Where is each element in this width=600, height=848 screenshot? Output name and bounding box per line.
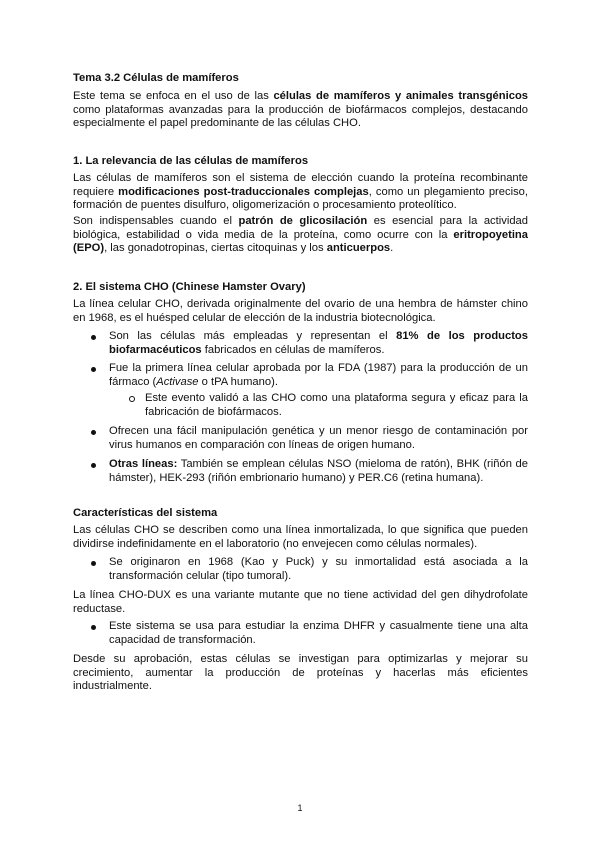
section-3-paragraph-3: Desde su aprobación, estas células se investigan para optimizarlas y mejorar su crecimiento, aumentar la producción de proteínas y hacerlas más eficientes industrialmente. bbox=[73, 653, 528, 693]
section-1-paragraph-2: Son indispensables cuando el patrón de glicosilación es esencial para la actividad biológica, estabilidad o vida media de la proteína, como ocurre con la eritropoyetina (EPO), las gonadotropinas, ciertas citoquinas y los anticuerpos. bbox=[73, 215, 528, 255]
section-3-paragraph-1: Las células CHO se describen como una línea inmortalizada, lo que significa que pueden dividirse indefinidamente en el laboratorio (no envejecen como células normales). bbox=[73, 524, 528, 550]
section-2-bullet-3: Ofrecen una fácil manipulación genética y un menor riesgo de contaminación por virus humanos en comparación con líneas de origen humano. bbox=[109, 425, 528, 451]
section-2-paragraph: La línea celular CHO, derivada originalmente del ovario de una hembra de hámster chino en 1968, es el huésped celular de elección de la industria biotecnológica. bbox=[73, 298, 528, 324]
section-1-heading: 1. La relevancia de las células de mamíferos bbox=[73, 155, 309, 167]
section-3-heading: Características del sistema bbox=[73, 507, 218, 519]
section-2-bullet-1: Son las células más empleadas y representan el 81% de los productos biofarmacéuticos fabricados en células de mamíferos. bbox=[109, 330, 528, 356]
page-title: Tema 3.2 Células de mamíferos bbox=[73, 72, 239, 84]
bullet-marker bbox=[91, 367, 96, 372]
section-3-paragraph-2: La línea CHO-DUX es una variante mutante que no tiene actividad del gen dihydrofolate reductase. bbox=[73, 589, 528, 615]
section-2-sub-bullet-1: Este evento validó a las CHO como una plataforma segura y eficaz para la fabricación de biofármacos. bbox=[145, 392, 528, 418]
section-3-bullet-1: Se originaron en 1968 (Kao y Puck) y su inmortalidad está asociada a la transformación celular (tipo tumoral). bbox=[109, 556, 528, 582]
section-3-bullet-2: Este sistema se usa para estudiar la enzima DHFR y casualmente tiene una alta capacidad de transformación. bbox=[109, 620, 528, 646]
bullet-marker bbox=[91, 561, 96, 566]
section-2-bullet-2: Fue la primera línea celular aprobada por la FDA (1987) para la producción de un fármaco (Activase o tPA humano). bbox=[109, 362, 528, 388]
bullet-marker bbox=[91, 335, 96, 340]
sub-bullet-marker bbox=[129, 396, 135, 402]
intro-paragraph: Este tema se enfoca en el uso de las células de mamíferos y animales transgénicos como plataformas avanzadas para la producción de biofármacos complejos, destacando especialmente el papel predominante de las células CHO. bbox=[73, 90, 528, 130]
section-2-heading: 2. El sistema CHO (Chinese Hamster Ovary) bbox=[73, 281, 306, 293]
bullet-marker bbox=[91, 430, 96, 435]
section-1-paragraph-1: Las células de mamíferos son el sistema de elección cuando la proteína recombinante requiere modificaciones post-traduccionales complejas, como un plegamiento preciso, formación de puentes disulfuro, oligomerización o procesamiento proteolítico. bbox=[73, 172, 529, 212]
bullet-marker bbox=[91, 463, 96, 468]
section-2-bullet-4: Otras líneas: También se emplean células NSO (mieloma de ratón), BHK (riñón de hámster), HEK-293 (riñón embrionario humano) y PER.C6 (retina humana). bbox=[109, 458, 528, 484]
bullet-marker bbox=[91, 625, 96, 630]
page-number: 1 bbox=[297, 803, 303, 813]
